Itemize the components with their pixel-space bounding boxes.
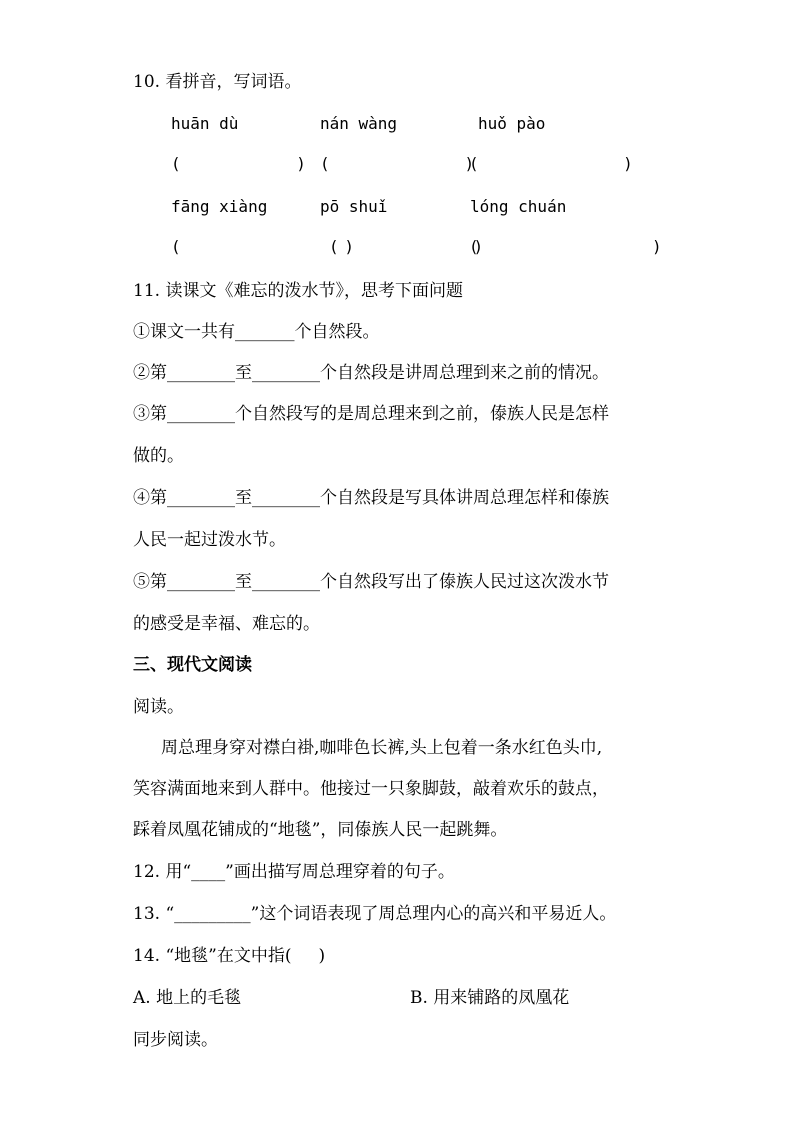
q11-item-4-cont: 人民一起过泼水节。: [133, 530, 286, 550]
q11-item-3: ③第________个自然段写的是周总理来到之前，傣族人民是怎样: [133, 404, 609, 424]
sync-read-label: 同步阅读。: [133, 1030, 218, 1050]
option-b[interactable]: B. 用来铺路的凤凰花: [410, 988, 570, 1008]
pinyin-2: nán wàng: [320, 114, 398, 133]
q11-item-5-cont: 的感受是幸福、难忘的。: [133, 614, 320, 634]
answer-blank-2[interactable]: ( ): [320, 154, 475, 173]
passage-line-1: 周总理身穿对襟白褂,咖啡色长裤,头上包着一条水红色头巾,: [161, 738, 603, 758]
pinyin-3: huǒ pào: [478, 114, 546, 133]
answer-blank-4[interactable]: ( ): [171, 237, 355, 256]
q13: 13. “_________”这个词语表现了周总理内心的高兴和平易近人。: [133, 904, 617, 924]
pinyin-1: huān dù: [171, 114, 239, 133]
answer-blank-3[interactable]: ( ): [469, 154, 633, 173]
pinyin-5: pō shuǐ: [320, 197, 388, 216]
q12: 12. 用“____”画出描写周总理穿着的句子。: [133, 862, 455, 882]
answer-blank-6[interactable]: ( ): [469, 237, 662, 256]
passage-line-2: 笑容满面地来到人群中。他接过一只象脚鼓，敲着欢乐的鼓点，: [133, 779, 609, 799]
q11-item-1: ①课文一共有_______个自然段。: [133, 322, 380, 342]
pinyin-6: lóng chuán: [470, 197, 567, 216]
section-heading: 三、现代文阅读: [133, 655, 252, 675]
option-a[interactable]: A. 地上的毛毯: [133, 988, 242, 1008]
q14: 14. “地毯”在文中指( ): [133, 946, 326, 966]
read-label: 阅读。: [133, 697, 184, 717]
passage-line-3: 踩着凤凰花铺成的“地毯”，同傣族人民一起跳舞。: [133, 820, 508, 840]
q11-item-4: ④第________至________个自然段是写具体讲周总理怎样和傣族: [133, 488, 609, 508]
q11-title: 11. 读课文《难忘的泼水节》，思考下面问题: [133, 281, 463, 301]
q11-item-5: ⑤第________至________个自然段写出了傣族人民过这次泼水节: [133, 572, 609, 592]
answer-blank-1[interactable]: ( ): [171, 154, 306, 173]
q10-title: 10. 看拼音，写词语。: [133, 72, 302, 92]
pinyin-4: fāng xiàng: [171, 197, 268, 216]
answer-blank-5[interactable]: ( ): [329, 237, 484, 256]
q11-item-2: ②第________至________个自然段是讲周总理到来之前的情况。: [133, 363, 609, 383]
q11-item-3-cont: 做的。: [133, 446, 184, 466]
